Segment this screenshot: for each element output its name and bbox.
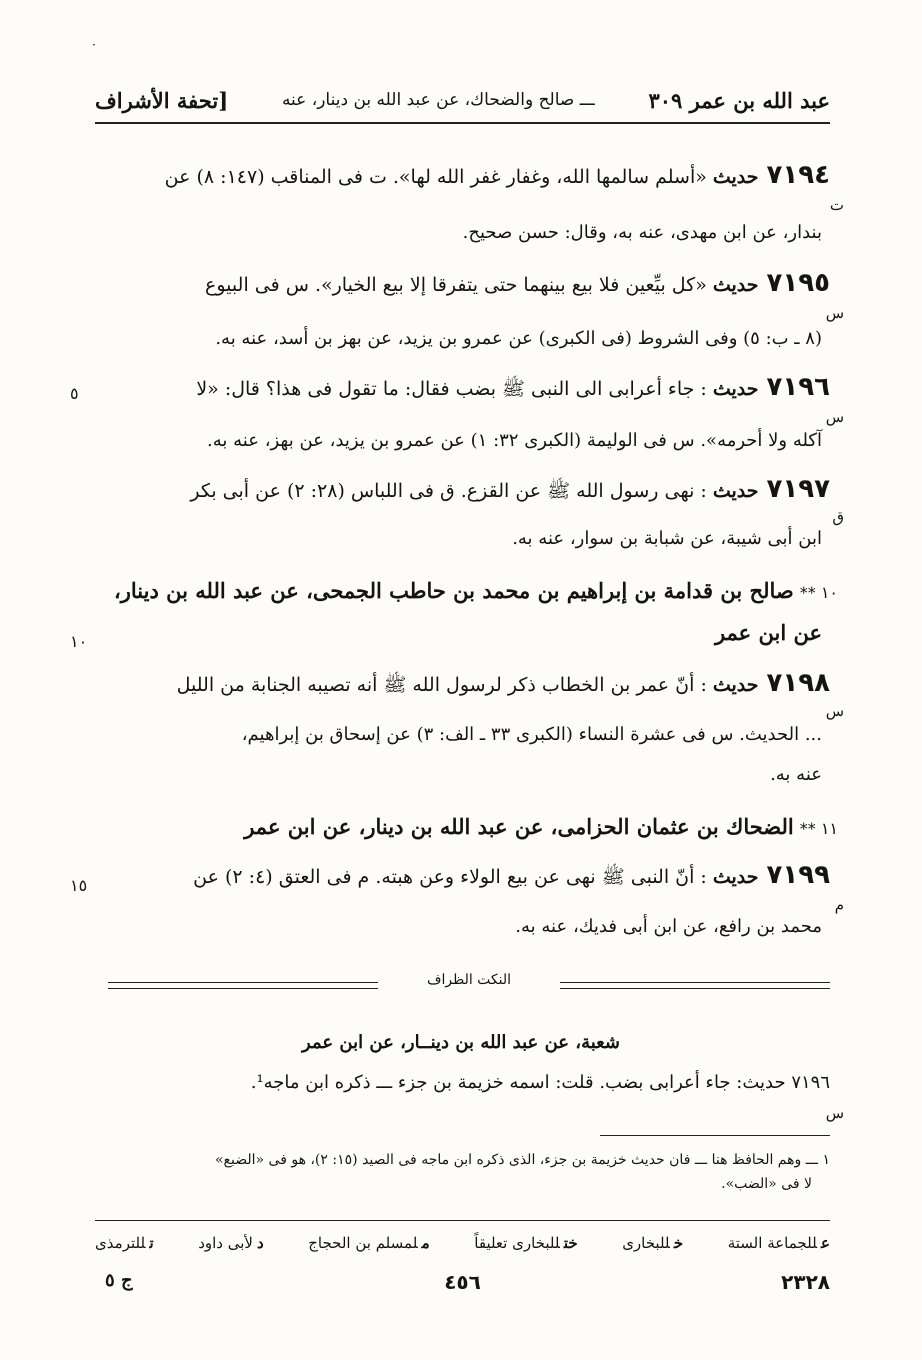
- entry-7196-line1: ٧١٩٦حديث: جاء أعرابى الى النبى ﷺ بضب فقال: ما تقول فى هذا؟ قال: «لا: [196, 372, 830, 402]
- margin-line-number-10: ١٠: [70, 632, 88, 651]
- entry-7197-sigla: ق: [832, 508, 844, 526]
- footnote-rule: [600, 1135, 830, 1136]
- entry-7197-line1: ٧١٩٧حديث: نهى رسول الله ﷺ عن القزع. ق فى اللباس (٢٨: ٢) عن أبى بكر: [190, 474, 830, 504]
- entry-7198-line2: ... الحديث. س فى عشرة النساء (الكبرى ٣٣ ـ الف: ٣) عن إسحاق بن إبراهيم،: [241, 724, 822, 745]
- footnote-line2: لا فى «الضب».: [721, 1176, 812, 1192]
- nukat-label: النكت الظراف: [419, 970, 519, 990]
- section-10-heading-line2: عن ابن عمر: [714, 620, 822, 645]
- legend-item: خللبخارى: [622, 1234, 684, 1252]
- header-left: [تحفة الأشراف: [95, 87, 229, 113]
- page-number: ٤٥٦: [444, 1270, 481, 1294]
- nukat-sigla: س: [825, 1104, 844, 1122]
- section-10-heading: ١٠ **صالح بن قدامة بن إبراهيم بن محمد بن حاطب الجمحى، عن عبد الله بن دينار،: [113, 578, 838, 603]
- volume-label: ج ٥: [105, 1270, 133, 1291]
- section-11-heading: ١١ **الضحاك بن عثمان الحزامى، عن عبد الله بن دينار، عن ابن عمر: [244, 814, 838, 839]
- entry-7196-sigla: س: [825, 408, 844, 426]
- legend-item: ملمسلم بن الحجاج: [308, 1234, 430, 1252]
- legend-item: دلأبى داود: [198, 1234, 264, 1252]
- entry-7198-sigla: س: [825, 702, 844, 720]
- entry-7194-sigla: ت: [829, 196, 844, 214]
- margin-line-number-5: ٥: [70, 384, 79, 403]
- corner-mark: ·: [92, 38, 96, 52]
- entry-7197-line2: ابن أبى شيبة، عن شبابة بن سوار، عنه به.: [512, 528, 822, 549]
- nukat-divider: [108, 970, 830, 1000]
- entry-7194-line2: بندار، عن ابن مهدى، عنه به، وقال: حسن صحيح.: [462, 222, 822, 243]
- header-rule: [95, 122, 830, 124]
- page-footer: [95, 1270, 830, 1304]
- nukat-entry: ٧١٩٦ حديث: جاء أعرابى بضب. قلت: اسمه خزيمة بن جزء ـــ ذكره ابن ماجه¹.: [250, 1072, 830, 1093]
- abbreviation-legend: [95, 1226, 830, 1260]
- entry-7199-line1: ٧١٩٩حديث: أنّ النبى ﷺ نهى عن بيع الولاء وعن هبته. م فى العتق (٤: ٢) عن: [193, 860, 830, 890]
- margin-line-number-15: ١٥: [70, 876, 88, 895]
- entry-7199-sigla: م: [834, 896, 844, 914]
- footnote-line1: ١ ـــ وهم الحافظ هنا ـــ فان حديث خزيمة بن جزء، الذى ذكره ابن ماجه فى الصيد (١٥: ٢)، هو فى «الضبع»: [214, 1152, 830, 1168]
- volume-entry-number: ٢٣٢٨: [781, 1270, 830, 1294]
- legend-item: ختللبخارى تعليقاً: [474, 1234, 578, 1252]
- nukat-chain: شعبة، عن عبد الله بن دينــار، عن ابن عمر: [302, 1032, 620, 1053]
- entry-7199-line2: محمد بن رافع، عن ابن أبى فديك، عنه به.: [515, 916, 822, 937]
- legend-rule: [95, 1220, 830, 1221]
- entry-7196-line2: آكله ولا أحرمه». س فى الوليمة (الكبرى ٣٢: ١) عن عمرو بن يزيد، عن بهز، عنه به.: [207, 430, 822, 451]
- header-right: عبد الله بن عمر ٣٠٩: [648, 87, 830, 113]
- entry-7198-line1: ٧١٩٨حديث: أنّ عمر بن الخطاب ذكر لرسول الله ﷺ أنه تصيبه الجنابة من الليل: [176, 668, 830, 698]
- legend-item: عللجماعة الستة: [727, 1234, 830, 1252]
- entry-7194-line1: ٧١٩٤حديث«أسلم سالمها الله، وغفار غفر الله لها». ت فى المناقب (١٤٧: ٨) عن: [164, 160, 830, 190]
- running-header: [95, 80, 830, 120]
- header-middle: ـــ صالح والضحاك، عن عبد الله بن دينار، عنه: [281, 90, 595, 110]
- entry-7195-line2: (٨ ـ ب: ٥) وفى الشروط (فى الكبرى) عن عمرو بن يزيد، عن بهز بن أسد، عنه به.: [215, 328, 822, 349]
- entry-7198-line3: عنه به.: [770, 764, 822, 785]
- divider-line-right: [560, 982, 830, 989]
- entry-7195-line1: ٧١٩٥حديث«كل بيِّعين فلا بيع بينهما حتى يتفرقا إلا بيع الخيار». س فى البيوع: [205, 268, 830, 298]
- legend-item: تللترمذى: [95, 1234, 154, 1252]
- divider-line-left: [108, 982, 378, 989]
- entry-7195-sigla: س: [825, 304, 844, 322]
